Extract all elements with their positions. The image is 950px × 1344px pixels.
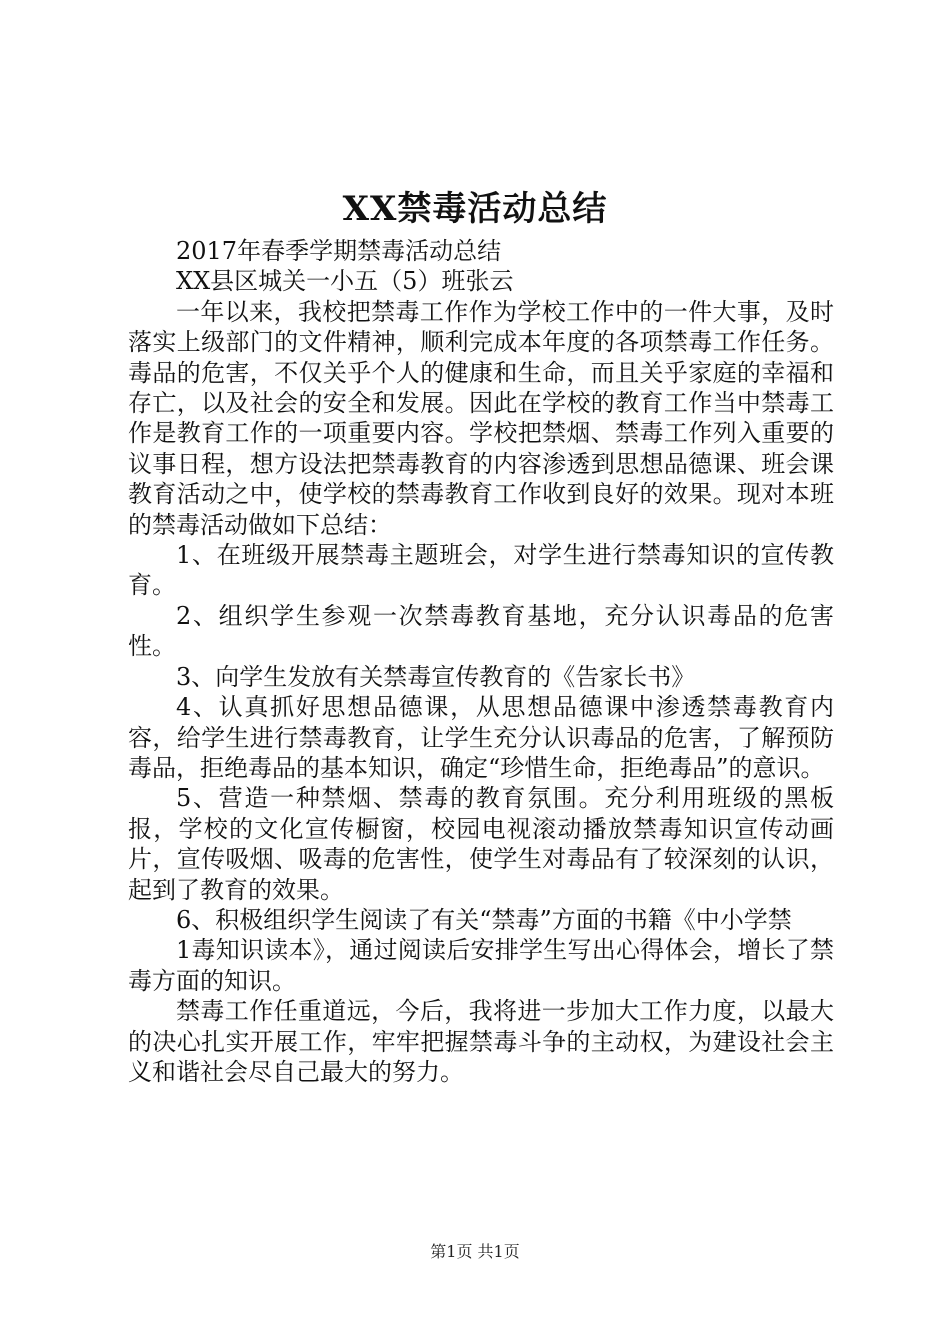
document-body [128, 236, 834, 1087]
item-paragraph-1: 1、在班级开展禁毒主题班会，对学生进行禁毒知识的宣传教育。 [128, 541, 834, 600]
item-paragraph-4: 4、认真抓好思想品德课，从思想品德课中渗透禁毒教育内容，给学生进行禁毒教育，让学生充分认识毒品的危害，了解预防毒品，拒绝毒品的基本知识，确定“珍惜生命，拒绝毒品”的意识。 [128, 693, 834, 782]
semester-line: 2017年春季学期禁毒活动总结 [176, 237, 502, 265]
item-paragraph-3: 3、向学生发放有关禁毒宣传教育的《告家长书》 [176, 662, 696, 691]
document-title: XX禁毒活动总结 [342, 189, 608, 229]
item-paragraph-6-continued: 1毒知识读本》，通过阅读后安排学生写出心得体会，增长了禁毒方面的知识。 [128, 936, 834, 995]
author-line: XX县区城关一小五（5）班张云 [176, 267, 514, 296]
item-paragraph-5: 5、营造一种禁烟、禁毒的教育氛围。充分利用班级的黑板报，学校的文化宣传橱窗，校园电视滚动播放禁毒知识宣传动画片，宣传吸烟、吸毒的危害性，使学生对毒品有了较深刻的认识，起到了教育的效果。 [128, 784, 834, 904]
item-paragraph-2: 2、组织学生参观一次禁毒教育基地，充分认识毒品的危害性。 [128, 601, 834, 661]
item-paragraph-6: 6、积极组织学生阅读了有关“禁毒”方面的书籍《中小学禁 [176, 905, 792, 934]
intro-paragraph: 一年以来，我校把禁毒工作作为学校工作中的一件大事，及时落实上级部门的文件精神，顺利完成本年度的各项禁毒工作任务。毒品的危害，不仅关乎个人的健康和生命，而且关乎家庭的幸福和存亡，以及社会的安全和发展。因此在学校的教育工作当中禁毒工作是教育工作的一项重要内容。学校把禁烟、禁毒工作列入重要的议事日程，想方设法把禁毒教育的内容渗透到思想品德课、班会课教育活动之中，使学校的禁毒教育工作收到良好的效果。现对本班的禁毒活动做如下总结： [128, 297, 834, 539]
page-footer: 第1页 共1页 [430, 1242, 520, 1261]
closing-paragraph: 禁毒工作任重道远，今后，我将进一步加大工作力度，以最大的决心扎实开展工作，牢牢把握禁毒斗争的主动权，为建设社会主义和谐社会尽自己最大的努力。 [128, 997, 834, 1086]
